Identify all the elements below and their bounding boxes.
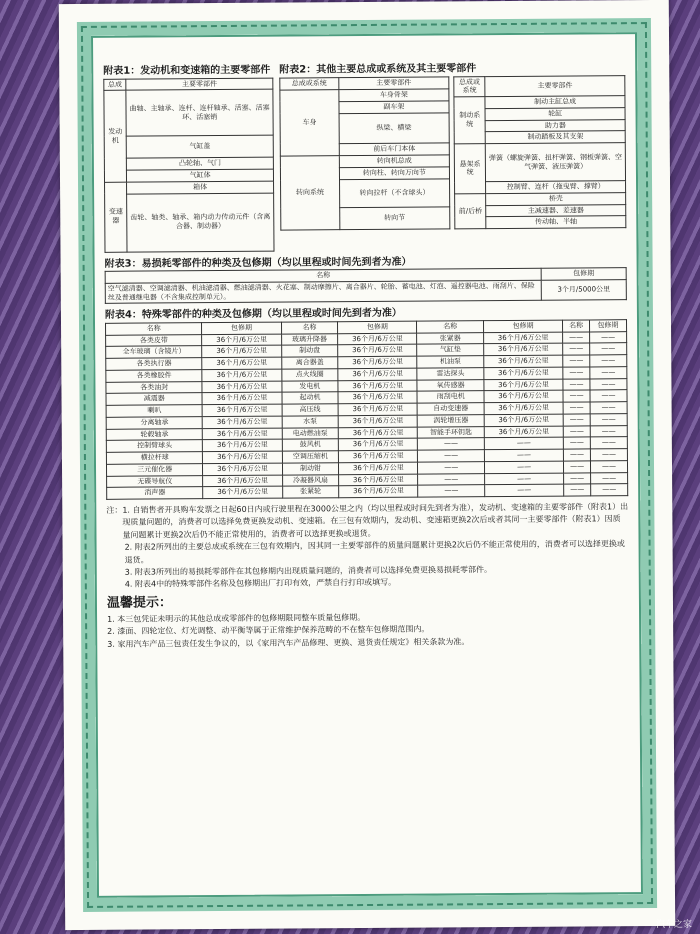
appendix-4-table	[105, 319, 628, 500]
part-name-cell: ——	[563, 355, 590, 367]
part-name-cell: ——	[564, 484, 591, 496]
part-name-cell: ——	[563, 402, 590, 414]
part-cell: 传动轴、半轴	[486, 216, 626, 229]
warranty-period-cell: ——	[590, 366, 627, 378]
tip-2: 2. 漆面、四轮定位、灯光调整、动平衡等属于正常维护保养范畴的不在整车包修期范围内。	[107, 624, 430, 637]
warranty-period-cell: ——	[590, 390, 627, 402]
warranty-period-cell: ——	[590, 413, 627, 425]
part-cell: 主减速器、差速器	[486, 204, 626, 217]
col-header: 名称	[106, 322, 203, 334]
warranty-period-cell: 36个月/6万公里	[484, 426, 563, 438]
warranty-period-cell: ——	[590, 378, 627, 390]
part-name-cell: 制动钳	[282, 462, 339, 474]
warranty-period-cell: 36个月/6万公里	[339, 427, 418, 439]
appendix-1-title: 附表1：发动机和变速箱的主要零部件	[103, 64, 271, 77]
part-name-cell: ——	[418, 438, 485, 450]
warranty-period-cell: 36个月/6万公里	[338, 391, 417, 403]
gearbox-cell: 变速器	[105, 182, 128, 252]
part-name-cell: 空调压缩机	[282, 451, 339, 463]
part-cell: 转向柱、转向万向节	[339, 167, 449, 180]
warranty-period-cell: 36个月/6万公里	[338, 380, 417, 392]
warranty-period-cell: ——	[590, 437, 627, 449]
part-cell: 副车架	[339, 101, 449, 114]
part-name-cell: ——	[418, 485, 485, 497]
warranty-period-cell: 36个月/6万公里	[338, 356, 417, 368]
part-name-cell: ——	[563, 437, 590, 449]
appendix-2-tables	[279, 75, 626, 231]
part-name-cell: 自动变速器	[417, 403, 484, 415]
col-header: 包修期	[202, 322, 281, 334]
part-cell: 齿轮、轴类、轴承、箱内动力传动元件（含离合器、制动器）	[127, 193, 274, 252]
note-1-row	[106, 501, 628, 542]
appendix-3	[105, 255, 627, 304]
appendix-1	[103, 65, 274, 253]
part-cell: 车身骨架	[339, 88, 449, 101]
warranty-period-cell: ——	[590, 425, 627, 437]
warranty-period-cell: 36个月/6万公里	[484, 343, 563, 355]
tips-title: 温馨提示：	[106, 595, 173, 611]
col-header: 主要零部件	[126, 78, 273, 91]
part-name-cell: ——	[418, 450, 485, 462]
part-name-cell: 点火线圈	[281, 368, 338, 380]
part-name-cell: 各类皮带	[106, 334, 203, 346]
appendix-1-table	[103, 77, 274, 252]
body-cell: 车身	[280, 89, 339, 156]
warranty-period-cell: ——	[590, 355, 627, 367]
appendix-2-table-right	[453, 75, 626, 230]
sheet-content	[103, 62, 629, 651]
part-cell: 凸轮轴、气门	[127, 157, 274, 170]
col-header: 总成或系统	[454, 76, 485, 97]
part-name-cell: 制动盘	[281, 345, 338, 357]
part-cell: 纵梁、横梁	[339, 113, 449, 144]
part-name-cell: 雨刮电机	[417, 391, 484, 403]
warranty-period-cell: ——	[485, 473, 564, 485]
warranty-period-cell: 36个月/6万公里	[339, 485, 418, 497]
warranty-period-cell: 36个月/6万公里	[202, 345, 281, 357]
warranty-period-cell: 36个月/6万公里	[338, 415, 417, 427]
col-header: 主要零部件	[485, 75, 625, 96]
appendix-4-body	[106, 331, 628, 499]
part-name-cell: ——	[563, 343, 590, 355]
appendix-4-title: 附表4：特殊零部件的种类及包修期（均以里程或时间先到者为准）	[104, 308, 402, 322]
appendix-3-table	[105, 267, 627, 304]
col-header: 总成或系统	[280, 77, 339, 89]
part-name-cell: ——	[563, 449, 590, 461]
part-name-cell: 张紧器	[417, 332, 484, 344]
warranty-period-cell: 36个月/6万公里	[203, 451, 282, 463]
part-name-cell: 冷凝器风扇	[282, 474, 339, 486]
warranty-period-cell: ——	[590, 331, 627, 343]
part-name-cell: ——	[563, 414, 590, 426]
part-cell: 桥壳	[486, 192, 626, 205]
appendix-1-2-row	[103, 62, 626, 252]
watermark: 汽车之家	[655, 920, 692, 930]
part-name-cell: 离合器盖	[281, 357, 338, 369]
part-cell: 前后车门本体	[339, 143, 449, 156]
warranty-period-cell: 36个月/6万公里	[484, 379, 563, 391]
warranty-period-cell: 36个月/6万公里	[338, 344, 417, 356]
warranty-period-cell: ——	[591, 484, 628, 496]
warranty-period-cell: 36个月/6万公里	[484, 402, 563, 414]
part-name-cell: 高压线	[282, 404, 339, 416]
part-cell: 弹簧（螺旋弹簧、扭杆弹簧、钢板弹簧、空气弹簧、液压弹簧）	[486, 143, 626, 182]
steering-cell: 转向系统	[280, 155, 339, 230]
part-cell: 箱体	[127, 181, 274, 194]
col-header: 名称	[563, 320, 590, 332]
warranty-period-cell: ——	[484, 449, 563, 461]
appendix-2-table-left	[279, 76, 450, 231]
part-cell: 控制臂、连杆（拖曳臂、撑臂）	[486, 181, 626, 194]
warranty-period-cell: 36个月/6万公里	[338, 333, 417, 345]
part-name-cell: ——	[564, 461, 591, 473]
warranty-period-cell: 36个月/6万公里	[202, 381, 281, 393]
note-1: 1. 自销售者开具购车发票之日起60日内或行驶里程在3000公里之内（均以里程或时间先到者为准），发动机、变速箱的主要零部件（附表1）出现质量问题的，消费者可以选择免费更换发动机、变速箱。在三包有效期内，发动机、变速箱更换2次后或者其同一主要零部件（附表1）因质量问题累计更换2次后仍不能正常使用的，消费者可以选择更换或退货。	[122, 502, 629, 540]
warranty-period-cell: 36个月/6万公里	[203, 463, 282, 475]
warranty-period-cell: ——	[590, 343, 627, 355]
appendix-2	[279, 62, 626, 251]
part-cell: 转向拉杆（不含球头）	[339, 179, 449, 208]
warranty-period-cell: 36个月/6万公里	[203, 428, 282, 440]
part-name-cell: 鼓风机	[282, 439, 339, 451]
part-name-cell: 无碟导航仪	[107, 475, 204, 487]
warranty-period-cell: 36个月/6万公里	[484, 414, 563, 426]
part-name-cell: 喇叭	[106, 405, 203, 417]
notes	[106, 501, 629, 591]
tips	[107, 610, 629, 651]
consumables-period: 3个月/5000公里	[541, 279, 626, 300]
warranty-period-cell: 36个月/6万公里	[203, 404, 282, 416]
part-cell: 转向机总成	[339, 155, 449, 168]
part-name-cell: 各类油封	[106, 381, 203, 393]
warranty-period-cell: 36个月/6万公里	[484, 355, 563, 367]
part-name-cell: 三元催化器	[106, 463, 203, 475]
warranty-period-cell: 36个月/6万公里	[339, 438, 418, 450]
part-name-cell: 雷达探头	[417, 367, 484, 379]
part-name-cell: ——	[418, 473, 485, 485]
part-name-cell: 发电机	[281, 380, 338, 392]
warranty-period-cell: ——	[484, 437, 563, 449]
warranty-sheet	[59, 0, 675, 930]
part-name-cell: ——	[564, 472, 591, 484]
col-header: 总成	[104, 79, 126, 91]
col-header: 包修期	[541, 268, 626, 280]
part-name-cell: ——	[563, 331, 590, 343]
note-2: 2. 附表2所列出的主要总成或系统在三包有效期内，因其同一主要零部件的质量问题累计更换2次后仍不能正常使用的，消费者可以选择更换或退货。	[124, 539, 625, 565]
warranty-period-cell: 36个月/6万公里	[202, 392, 281, 404]
part-name-cell: 玻璃升降器	[281, 333, 338, 345]
part-name-cell: 全车玻璃（含镜片）	[106, 346, 203, 358]
col-header: 名称	[417, 320, 484, 332]
col-header: 包修期	[590, 319, 627, 331]
part-name-cell: 轮毂轴承	[106, 428, 203, 440]
col-header: 名称	[105, 268, 541, 283]
appendix-2-title: 附表2：其他主要总成或系统及其主要零部件	[279, 63, 477, 76]
part-name-cell: 涡轮增压器	[417, 414, 484, 426]
warranty-period-cell: 36个月/6万公里	[484, 390, 563, 402]
note-3: 3. 附表3所列出的易损耗零部件在其包修期内出现质量问题的，消费者可以选择免费更换易损耗零部件。	[124, 565, 493, 577]
part-cell: 轮缸	[485, 107, 625, 120]
warranty-period-cell: ——	[590, 402, 627, 414]
warranty-period-cell: 36个月/6万公里	[203, 416, 282, 428]
warranty-period-cell: 36个月/6万公里	[202, 357, 281, 369]
warranty-period-cell: 36个月/6万公里	[339, 462, 418, 474]
col-header: 主要零部件	[339, 76, 449, 89]
part-name-cell: 各类执行器	[106, 358, 203, 370]
notes-label: 注：	[106, 505, 123, 515]
col-header: 包修期	[338, 321, 417, 333]
warranty-period-cell: 36个月/6万公里	[339, 474, 418, 486]
warranty-period-cell: 36个月/6万公里	[202, 369, 281, 381]
part-cell: 曲轴、主轴承、连杆、连杆轴承、活塞、活塞环、活塞销	[126, 89, 273, 136]
warranty-period-cell: ——	[591, 472, 628, 484]
part-cell: 气缸盖	[126, 135, 273, 158]
part-name-cell: ——	[563, 378, 590, 390]
part-name-cell: 各类橡胶件	[106, 369, 203, 381]
part-name-cell: 分离轴承	[106, 416, 203, 428]
part-name-cell: 水泵	[282, 415, 339, 427]
part-name-cell: 横拉杆球	[106, 452, 203, 464]
part-name-cell: 张紧轮	[282, 486, 339, 498]
part-name-cell: 起动机	[282, 392, 339, 404]
table-row	[107, 484, 628, 499]
warranty-period-cell: ——	[590, 449, 627, 461]
col-header: 包修期	[484, 320, 563, 332]
tip-1: 1. 本三包凭证未明示的其他总成或零部件的包修期限同整车质量包修期。	[107, 613, 366, 624]
brake-cell: 制动系统	[454, 97, 486, 144]
warranty-period-cell: ——	[485, 484, 564, 496]
part-name-cell: ——	[563, 367, 590, 379]
part-name-cell: 智能手环钥匙	[418, 426, 485, 438]
axle-cell: 前/后桥	[455, 193, 487, 228]
part-name-cell: ——	[563, 425, 590, 437]
warranty-period-cell: 36个月/6万公里	[203, 439, 282, 451]
warranty-period-cell: 36个月/6万公里	[339, 450, 418, 462]
warranty-period-cell: 36个月/6万公里	[202, 334, 281, 346]
note-4: 4. 附表4中的特殊零部件名称及包修期出厂打印有效，严禁自行打印或填写。	[124, 578, 397, 590]
suspension-cell: 悬架系统	[454, 144, 486, 194]
appendix-4	[105, 306, 628, 499]
part-name-cell: 机油泵	[417, 356, 484, 368]
warranty-period-cell: 36个月/6万公里	[338, 403, 417, 415]
part-name-cell: 电动燃油泵	[282, 427, 339, 439]
part-name-cell: ——	[418, 461, 485, 473]
warranty-period-cell: ——	[484, 461, 563, 473]
part-cell: 制动主缸总成	[485, 96, 625, 109]
part-name-cell: 控制臂球头	[106, 440, 203, 452]
warranty-period-cell: 36个月/6万公里	[203, 486, 282, 498]
consumables-list: 空气滤清器、空调滤清器、机油滤清器、燃油滤清器、火花塞、制动摩擦片、离合器片、轮胎、蓄电池、灯泡、遥控器电池、雨刮片、保险丝及普通继电器（不含集成控制单元）。	[105, 280, 541, 304]
warranty-period-cell: 36个月/6万公里	[484, 332, 563, 344]
col-header: 名称	[281, 321, 338, 333]
appendix-3-title: 附表3：易损耗零部件的种类及包修期（均以里程或时间先到者为准）	[104, 256, 412, 270]
part-name-cell: 消声器	[107, 487, 204, 499]
tip-3: 3. 家用汽车产品三包责任发生争议的，以《家用汽车产品修理、更换、退货责任规定》相关条款为准。	[107, 637, 470, 649]
part-cell: 制动踏板及其支架	[486, 131, 626, 144]
part-cell: 转向节	[339, 207, 449, 230]
part-cell: 助力器	[485, 119, 625, 132]
part-name-cell: 氧传感器	[417, 379, 484, 391]
warranty-period-cell: 36个月/6万公里	[203, 475, 282, 487]
part-cell: 气缸体	[127, 169, 274, 182]
warranty-period-cell: 36个月/6万公里	[338, 368, 417, 380]
warranty-period-cell: ——	[591, 460, 628, 472]
part-name-cell: ——	[563, 390, 590, 402]
part-name-cell: 气缸垫	[417, 344, 484, 356]
part-name-cell: 减震器	[106, 393, 203, 405]
warranty-period-cell: 36个月/6万公里	[484, 367, 563, 379]
engine-cell: 发动机	[104, 90, 127, 182]
